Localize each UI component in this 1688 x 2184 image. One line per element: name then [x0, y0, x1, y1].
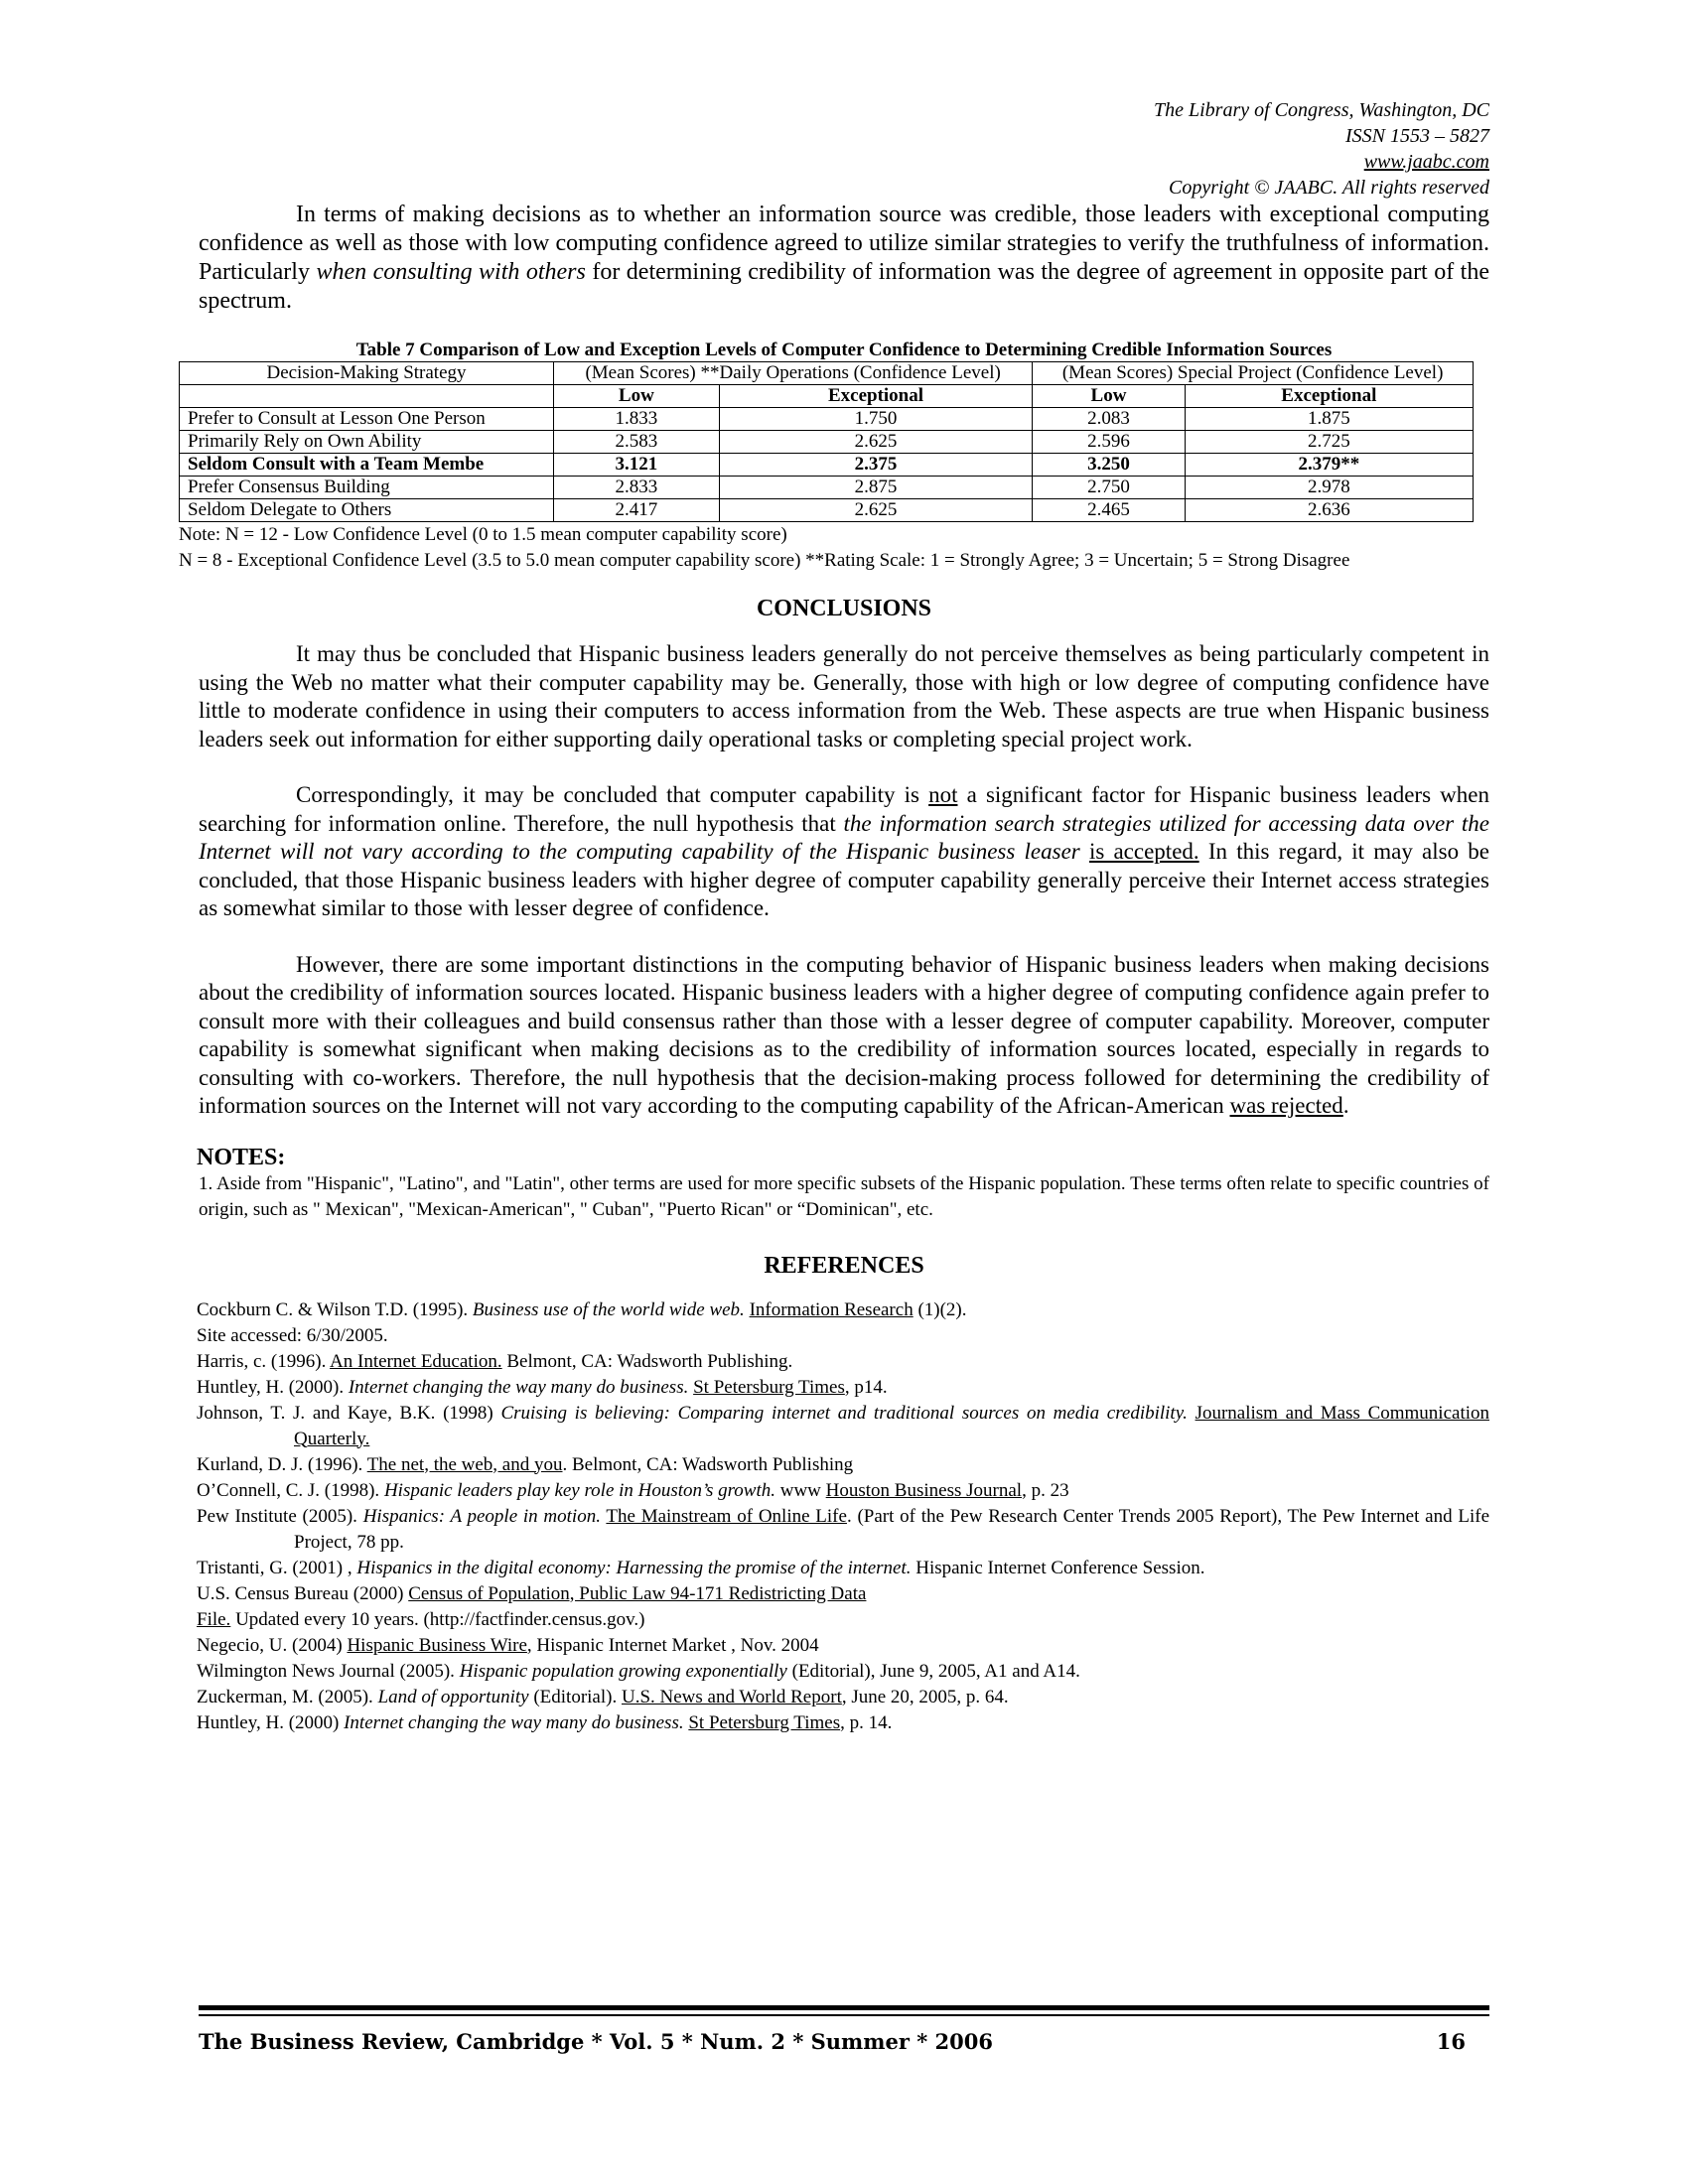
references-heading: REFERENCES: [764, 1252, 924, 1279]
reference-item: [197, 1685, 1489, 1710]
cell-daily-exceptional: 2.875: [719, 477, 1033, 499]
cell-special-low: 2.596: [1033, 431, 1185, 454]
cell-daily-low: 2.417: [554, 499, 720, 522]
table-row: [180, 408, 1474, 431]
p2-not: not: [928, 782, 958, 807]
row-strategy: Primarily Rely on Own Ability: [180, 431, 554, 454]
conclusions-paragraph-2: [199, 781, 1489, 923]
reference-item: [197, 1710, 1489, 1736]
p2-text-a: Correspondingly, it may be concluded that computer capability is: [296, 782, 929, 807]
table-note-2: N = 8 - Exceptional Confidence Level (3.5 to 5.0 mean computer capability score) **Rating Scale: 1 = Strongly Agree; 3 = Uncertain; 5 = Strong Disagree: [179, 550, 1350, 571]
cell-special-exceptional: 2.978: [1185, 477, 1473, 499]
reference-part-a: Tristanti, G. (2001) ,: [197, 1557, 357, 1578]
reference-part-u[interactable]: File.: [197, 1608, 231, 1630]
intro-text-b: for determining credibility of information was the degree of agreement in opposite part of the spectrum.: [199, 259, 1489, 314]
reference-part-a: Huntley, H. (2000).: [197, 1376, 349, 1398]
cell-daily-exceptional: 1.750: [719, 408, 1033, 431]
p2-text-d: In this regard, it may also be concluded, that those Hispanic business leaders with higher degree of computer capability generally perceive their Internet access strategies as somewhat similar to those with lesser degree of confidence.: [199, 839, 1490, 920]
cell-special-exceptional: 1.875: [1185, 408, 1473, 431]
table-row: [180, 499, 1474, 522]
page-header: [199, 97, 1489, 201]
reference-part-c: , Hispanic Internet Market , Nov. 2004: [526, 1634, 819, 1656]
page-footer: [199, 2029, 1466, 2054]
p3-rejected: was rejected: [1229, 1093, 1343, 1118]
reference-part-a: Wilmington News Journal (2005).: [197, 1660, 460, 1682]
intro-italic: when consulting with others: [316, 259, 586, 285]
table-row: [180, 454, 1474, 477]
cell-special-low: 3.250: [1033, 454, 1185, 477]
reference-part-b: www: [774, 1479, 826, 1501]
table-note: [179, 522, 1474, 574]
p2-text-b: a significant factor for Hispanic business leaders when searching for information online. Therefore, the null hypothesis that: [199, 782, 1489, 836]
reference-part-i: Cruising is believing: Comparing internet and traditional sources on media credibility.: [500, 1402, 1188, 1424]
reference-part-c: Hispanic Internet Conference Session.: [911, 1557, 1205, 1578]
reference-item: [197, 1504, 1489, 1556]
reference-part-i: Business use of the world wide web.: [472, 1298, 745, 1320]
cell-daily-low: 3.121: [554, 454, 720, 477]
reference-part-c: Belmont, CA: Wadsworth Publishing.: [501, 1350, 793, 1372]
data-table: [179, 361, 1474, 522]
reference-part-u[interactable]: St Petersburg Times: [688, 1711, 841, 1733]
cell-special-low: 2.750: [1033, 477, 1185, 499]
reference-part-u[interactable]: The Mainstream of Online Life: [606, 1505, 847, 1527]
reference-part-a: Huntley, H. (2000): [197, 1711, 345, 1733]
reference-part-a: U.S. Census Bureau (2000): [197, 1582, 409, 1604]
reference-part-u[interactable]: Houston Business Journal: [825, 1479, 1023, 1501]
p3-text-b: .: [1342, 1093, 1349, 1118]
table-row: [180, 477, 1474, 499]
reference-item: [197, 1478, 1489, 1504]
reference-part-c: , p. 23: [1022, 1479, 1069, 1501]
reference-part-u[interactable]: St Petersburg Times: [693, 1376, 845, 1398]
cell-special-exceptional: 2.379**: [1185, 454, 1473, 477]
reference-item: [197, 1401, 1489, 1452]
cell-daily-exceptional: 2.375: [719, 454, 1033, 477]
row-strategy: Prefer Consensus Building: [180, 477, 554, 499]
reference-part-i: Hispanic population growing exponentially: [459, 1660, 787, 1682]
reference-part-c: , p. 14.: [840, 1711, 893, 1733]
reference-part-a: Johnson, T. J. and Kaye, B.K. (1998): [197, 1402, 501, 1424]
reference-part-c: . Belmont, CA: Wadsworth Publishing: [562, 1453, 854, 1475]
notes-text: 1. Aside from "Hispanic", "Latino", and "Latin", other terms are used for more specific subsets of the Hispanic population. These terms often relate to specific countries of origin, such as " Mexican", "Mexican-American", " Cuban", "Puerto Rican" or “Dominican", etc.: [199, 1172, 1489, 1220]
cell-special-exceptional: 2.636: [1185, 499, 1473, 522]
reference-part-a: Kurland, D. J. (1996).: [197, 1453, 367, 1475]
reference-part-a: Zuckerman, M. (2005).: [197, 1686, 378, 1707]
reference-item: [197, 1607, 1489, 1633]
cell-daily-exceptional: 2.625: [719, 431, 1033, 454]
cell-special-low: 2.083: [1033, 408, 1185, 431]
reference-part-i: Internet changing the way many do business.: [344, 1711, 684, 1733]
references-list: [197, 1297, 1489, 1736]
reference-item: [197, 1452, 1489, 1478]
conclusions-paragraph-1: It may thus be concluded that Hispanic business leaders generally do not perceive themselves as being particularly competent in using the Web no matter what their computer capability may be. Generally, those with high or low degree of computing confidence have little to moderate confidence in using their computers to access information from the Web. These aspects are true when Hispanic business leaders seek out information for either supporting daily operational tasks or completing special project work.: [199, 641, 1489, 751]
reference-item: [197, 1323, 1489, 1349]
reference-part-b: (Editorial).: [528, 1686, 622, 1707]
reference-part-a: O’Connell, C. J. (1998).: [197, 1479, 384, 1501]
row-strategy: Seldom Delegate to Others: [180, 499, 554, 522]
reference-part-a: Pew Institute (2005).: [197, 1505, 363, 1527]
reference-item: [197, 1581, 1489, 1607]
reference-part-i: Hispanics in the digital economy: Harnessing the promise of the internet.: [356, 1557, 912, 1578]
reference-part-u[interactable]: Information Research: [749, 1298, 914, 1320]
special-low-header: Low: [1033, 385, 1185, 408]
reference-part-c: . (Part of the Pew Research Center Trends 2005 Report), The Pew Internet and Life Project, 78 pp.: [294, 1505, 1489, 1553]
reference-item: [197, 1633, 1489, 1659]
reference-part-c: (1)(2).: [913, 1298, 967, 1320]
intro-paragraph: [199, 201, 1489, 316]
reference-item: [197, 1375, 1489, 1401]
page-number: 16: [1436, 2029, 1466, 2054]
reference-part-c: , June 20, 2005, p. 64.: [841, 1686, 1009, 1707]
reference-part-a: Harris, c. (1996).: [197, 1350, 331, 1372]
p2-italic: the information search strategies utilized for accessing data over the Internet will not vary according to the computing capability of the Hispanic business leaser: [199, 810, 1489, 864]
cell-special-low: 2.465: [1033, 499, 1185, 522]
reference-item: [197, 1349, 1489, 1375]
table-caption: Table 7 Comparison of Low and Exception Levels of Computer Confidence to Determining Credible Information Sources: [355, 340, 1333, 360]
reference-item: [197, 1556, 1489, 1581]
daily-exceptional-header: Exceptional: [719, 385, 1033, 408]
intro-text-a: In terms of making decisions as to whether an information source was credible, those leaders with exceptional computing confidence as well as those with low computing confidence agreed to utilize similar strategies to verify the truthfulness of information. Particularly: [199, 202, 1489, 285]
reference-part-u[interactable]: Hispanic Business Wire: [347, 1634, 527, 1656]
reference-part-i: Land of opportunity: [377, 1686, 529, 1707]
table-row: [180, 431, 1474, 454]
row-strategy: Prefer to Consult at Lesson One Person: [180, 408, 554, 431]
reference-part-u[interactable]: Census of Population, Public Law 94-171 Redistricting Data: [408, 1582, 867, 1604]
special-exceptional-header: Exceptional: [1185, 385, 1473, 408]
cell-daily-low: 1.833: [554, 408, 720, 431]
reference-part-u[interactable]: The net, the web, and you: [366, 1453, 563, 1475]
header-link[interactable]: www.jaabc.com: [1363, 151, 1489, 173]
cell-special-exceptional: 2.725: [1185, 431, 1473, 454]
reference-item: [197, 1297, 1489, 1323]
reference-part-u[interactable]: An Internet Education.: [330, 1350, 502, 1372]
table-note-1: Note: N = 12 - Low Confidence Level (0 to 1.5 mean computer capability score): [179, 524, 787, 545]
reference-part-i: Hispanic leaders play key role in Houston’s growth.: [383, 1479, 775, 1501]
reference-part-a: Negecio, U. (2004): [197, 1634, 348, 1656]
header-copyright: Copyright © JAABC. All rights reserved: [1169, 177, 1489, 199]
cell-daily-low: 2.583: [554, 431, 720, 454]
p2-text-c: [1080, 839, 1089, 864]
special-project-header: (Mean Scores) Special Project (Confidence Level): [1033, 362, 1474, 385]
header-line-2: ISSN 1553 – 5827: [1345, 125, 1489, 147]
strategy-header: Decision-Making Strategy: [180, 362, 554, 385]
daily-low-header: Low: [554, 385, 720, 408]
footer-journal: The Business Review, Cambridge * Vol. 5 * Num. 2 * Summer * 2006: [199, 2029, 993, 2054]
reference-part-u[interactable]: Journalism and Mass Communication Quarterly.: [294, 1402, 1490, 1449]
reference-item: [197, 1659, 1489, 1685]
reference-part-c: , p14.: [844, 1376, 888, 1398]
conclusions-paragraph-3: [199, 951, 1489, 1121]
reference-part-b: [1188, 1403, 1196, 1424]
cell-daily-low: 2.833: [554, 477, 720, 499]
cell-daily-exceptional: 2.625: [719, 499, 1033, 522]
notes-heading: NOTES:: [197, 1144, 286, 1170]
reference-part-i: Internet changing the way many do business.: [348, 1376, 689, 1398]
reference-part-a: Cockburn C. & Wilson T.D. (1995).: [197, 1298, 473, 1320]
footer-rule: [199, 2005, 1489, 2010]
daily-ops-header: (Mean Scores) **Daily Operations (Confidence Level): [554, 362, 1033, 385]
p2-accepted: is accepted.: [1088, 839, 1199, 864]
header-line-1: The Library of Congress, Washington, DC: [1153, 99, 1489, 121]
reference-part-c: Updated every 10 years. (http://factfinder.census.gov.): [230, 1608, 645, 1630]
row-strategy: Seldom Consult with a Team Membe: [180, 454, 554, 477]
footer-rule-thin: [199, 2014, 1489, 2016]
conclusions-heading: CONCLUSIONS: [756, 596, 932, 621]
p3-text-a: However, there are some important distinctions in the computing behavior of Hispanic business leaders when making decisions about the credibility of information sources located. Hispanic business leaders with a higher degree of computing confidence again prefer to consult more with their colleagues and build consensus rather than those with a lesser degree of computer capability. Moreover, computer capability is somewhat significant when making decisions as to the credibility of information sources located, especially in regards to consulting with co-workers. Therefore, the null hypothesis that the decision-making process followed for determining the credibility of information sources on the Internet will not vary according to the computing capability of the African-American: [199, 951, 1489, 1118]
reference-part-u[interactable]: U.S. News and World Report: [621, 1686, 842, 1707]
reference-part-i: Hispanics: A people in motion.: [362, 1505, 601, 1527]
page: [179, 97, 1490, 1736]
reference-part-c: (Editorial), June 9, 2005, A1 and A14.: [786, 1660, 1080, 1682]
reference-part-a: Site accessed: 6/30/2005.: [197, 1324, 388, 1346]
